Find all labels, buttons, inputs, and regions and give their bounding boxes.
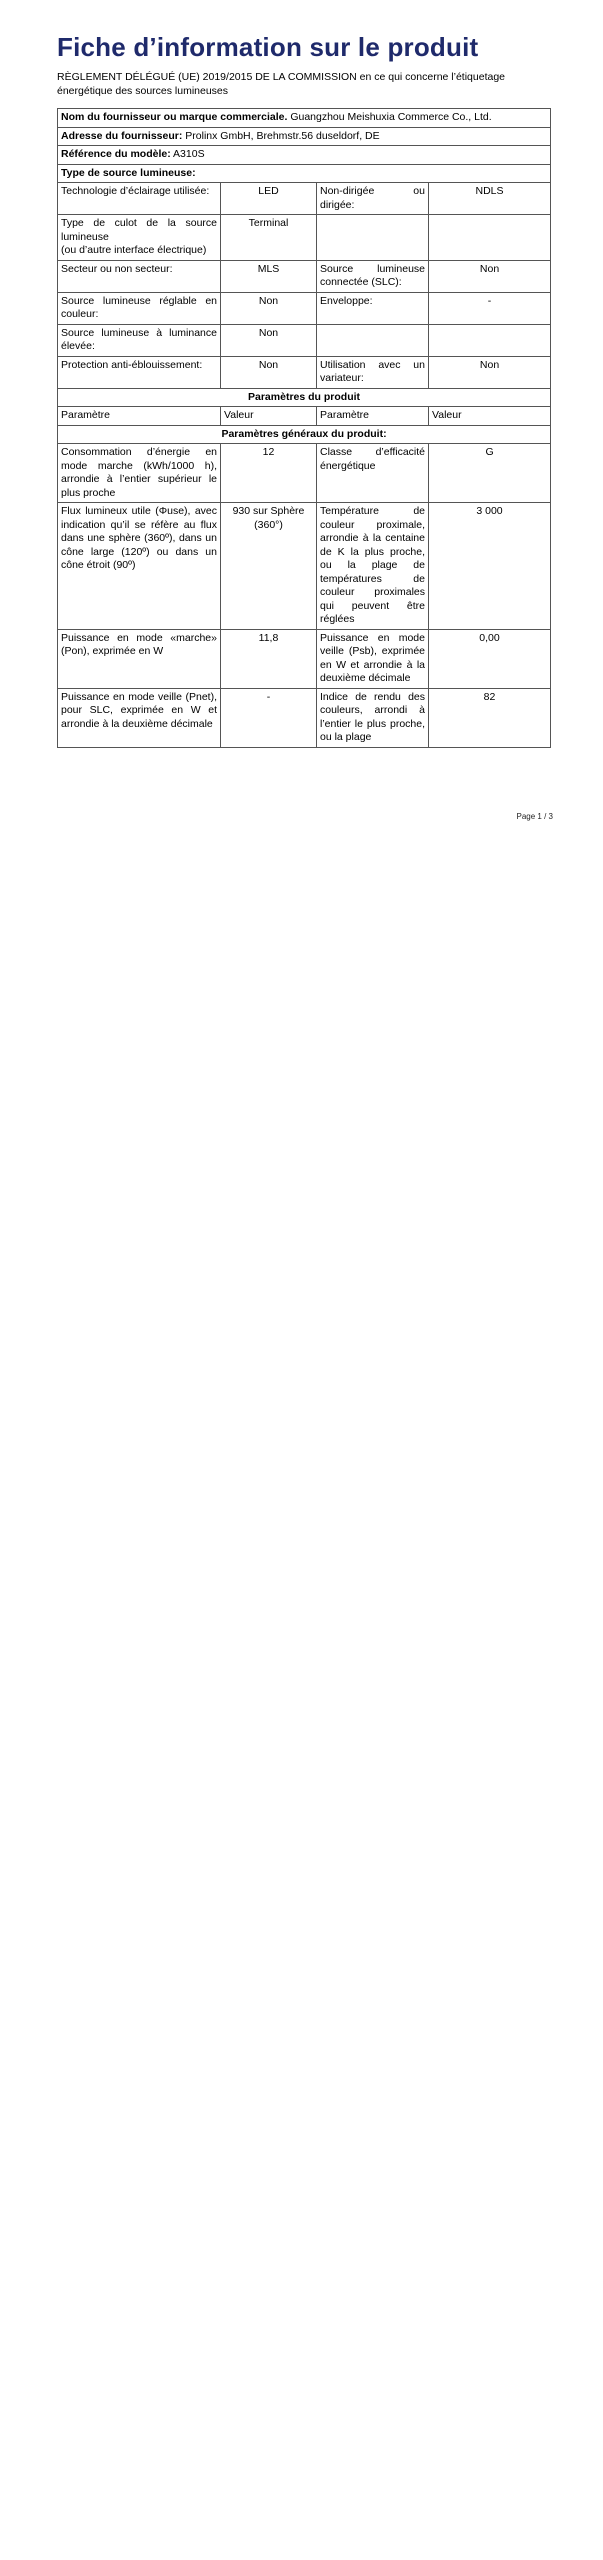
source-type-row [58, 215, 551, 261]
address-row [58, 127, 551, 146]
model-label: Référence du modèle: [61, 148, 171, 160]
source-type-param: Protection anti-éblouissement: [58, 356, 221, 388]
source-type-rows [58, 183, 551, 389]
source-type-row [58, 356, 551, 388]
col-header-value-2: Valeur [429, 407, 551, 426]
model-row [58, 146, 551, 165]
col-header-value-1: Valeur [221, 407, 317, 426]
supplier-row [58, 109, 551, 128]
source-type-param: Non-dirigée ou dirigée: [317, 183, 429, 215]
general-param-param: Consommation d’énergie en mode marche (kWh/1000 h), arrondie à l’entier supérieur le plus proche [58, 444, 221, 503]
source-type-value [429, 324, 551, 356]
general-param-param: Puissance en mode veille (Pnet), pour SLC, exprimée en W et arrondie à la deuxième décimale [58, 688, 221, 747]
source-type-header: Type de source lumineuse: [58, 164, 551, 183]
source-type-param: Secteur ou non secteur: [58, 260, 221, 292]
general-param-value: 930 sur Sphère (360°) [221, 503, 317, 630]
general-param-value: 11,8 [221, 629, 317, 688]
general-param-row [58, 688, 551, 747]
source-type-param: Utilisation avec un variateur: [317, 356, 429, 388]
supplier-label: Nom du fournisseur ou marque commerciale. [61, 111, 288, 123]
source-type-value: Non [221, 324, 317, 356]
source-type-param: Source lumineuse à luminance élevée: [58, 324, 221, 356]
source-type-header-row [58, 164, 551, 183]
source-type-value: Terminal [221, 215, 317, 261]
source-type-param: Source lumineuse connectée (SLC): [317, 260, 429, 292]
general-param-param: Indice de rendu des couleurs, arrondi à l’entier le plus proche, ou la plage [317, 688, 429, 747]
source-type-row [58, 324, 551, 356]
source-type-value: - [429, 292, 551, 324]
source-type-param: Technologie d’éclairage utilisée: [58, 183, 221, 215]
general-param-param: Puissance en mode veille (Psb), exprimée en W et arrondie à la deuxième décimale [317, 629, 429, 688]
params-header: Paramètres du produit [58, 388, 551, 407]
source-type-value: Non [429, 356, 551, 388]
source-type-param: Type de culot de la source lumineuse (ou d’autre interface électrique) [58, 215, 221, 261]
supplier-value: Guangzhou Meishuxia Commerce Co., Ltd. [290, 111, 492, 123]
source-type-param: Source lumineuse réglable en couleur: [58, 292, 221, 324]
address-value: Prolinx GmbH, Brehmstr.56 duseldorf, DE [185, 129, 380, 142]
source-type-value: LED [221, 183, 317, 215]
source-type-value: MLS [221, 260, 317, 292]
column-headers-row [58, 407, 551, 426]
address-label: Adresse du fournisseur: [61, 129, 183, 142]
general-param-value: - [221, 688, 317, 747]
source-type-value: Non [221, 356, 317, 388]
col-header-param-1: Paramètre [58, 407, 221, 426]
document-page-1 [0, 0, 603, 830]
general-param-row [58, 629, 551, 688]
product-info-table [57, 108, 551, 748]
general-param-param: Température de couleur proximale, arrondie à la centaine de K la plus proche, ou la plage de températures de couleur proximales qui peuvent être réglées [317, 503, 429, 630]
general-params-header: Paramètres généraux du produit: [58, 425, 551, 444]
general-param-value: 82 [429, 688, 551, 747]
params-header-row [58, 388, 551, 407]
general-param-param: Puissance en mode «marche» (Pon), exprimée en W [58, 629, 221, 688]
source-type-param [317, 324, 429, 356]
general-param-value: 3 000 [429, 503, 551, 630]
source-type-value [429, 215, 551, 261]
source-type-param: Enveloppe: [317, 292, 429, 324]
model-value: A310S [173, 148, 205, 160]
general-param-param: Classe d’efficacité énergétique [317, 444, 429, 503]
document-title: Fiche d’information sur le produit [57, 32, 479, 62]
source-type-value: NDLS [429, 183, 551, 215]
general-header-row [58, 425, 551, 444]
source-type-row [58, 260, 551, 292]
general-param-param: Flux lumineux utile (Φuse), avec indication qu’il se réfère au flux dans une sphère (360º), dans un cône large (120º) ou dans un cône étroit (90º) [58, 503, 221, 630]
general-param-row [58, 444, 551, 503]
source-type-value: Non [429, 260, 551, 292]
col-header-param-2: Paramètre [317, 407, 429, 426]
source-type-param [317, 215, 429, 261]
general-param-value: 0,00 [429, 629, 551, 688]
general-params-rows [58, 444, 551, 748]
general-param-row [58, 503, 551, 630]
regulation-text: RÈGLEMENT DÉLÉGUÉ (UE) 2019/2015 DE LA COMMISSION en ce qui concerne l’étiquetage énergétique des sources lumineuses [57, 71, 506, 97]
source-type-row [58, 183, 551, 215]
general-param-value: 12 [221, 444, 317, 503]
source-type-row [58, 292, 551, 324]
page-number: Page 1 / 3 [516, 812, 553, 821]
source-type-value: Non [221, 292, 317, 324]
general-param-value: G [429, 444, 551, 503]
